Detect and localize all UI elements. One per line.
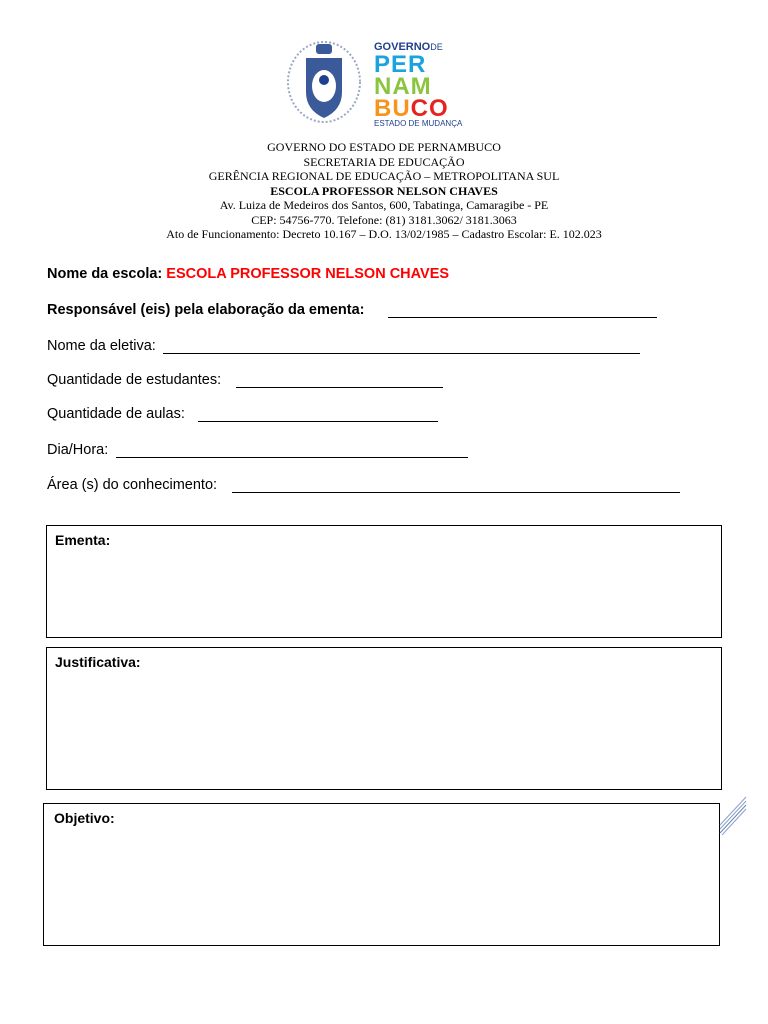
- estudantes-label: Quantidade de estudantes:: [47, 372, 222, 388]
- aulas-label: Quantidade de aulas:: [47, 406, 185, 422]
- header-line: GERÊNCIA REGIONAL DE EDUCAÇÃO – METROPOLITANA SUL: [208, 169, 560, 183]
- header-line: SECRETARIA DE EDUCAÇÃO: [303, 154, 465, 169]
- eletiva-label: Nome da eletiva:: [47, 338, 156, 354]
- header-contact: CEP: 54756-770. Telefone: (81) 3181.3062/ 3181.3063: [251, 212, 517, 227]
- svg-text:NAM: NAM: [374, 73, 432, 100]
- ementa-label: Ementa:: [55, 532, 111, 548]
- responsavel-input-line[interactable]: [388, 317, 657, 318]
- objetivo-label: Objetivo:: [54, 810, 115, 826]
- coat-of-arms-icon: [288, 42, 360, 122]
- eletiva-input-line[interactable]: [163, 353, 640, 354]
- diagonal-lines-decoration-icon: [718, 795, 748, 835]
- responsavel-label: Responsável (eis) pela elaboração da ementa:: [47, 302, 365, 318]
- diahora-input-line[interactable]: [116, 457, 468, 458]
- svg-text:GOVERNODE: GOVERNODE: [374, 41, 443, 53]
- ementa-box[interactable]: [46, 525, 722, 638]
- diahora-label: Dia/Hora:: [47, 442, 109, 458]
- svg-text:BUCO: BUCO: [374, 95, 449, 122]
- svg-text:ESTADO DE MUDANÇA: ESTADO DE MUDANÇA: [374, 119, 463, 128]
- justificativa-box[interactable]: [46, 647, 722, 790]
- header-line: GOVERNO DO ESTADO DE PERNAMBUCO: [267, 140, 501, 154]
- document-header: [0, 140, 768, 242]
- header-registration: Ato de Funcionamento: Decreto 10.167 – D.O. 13/02/1985 – Cadastro Escolar: E. 102.023: [166, 227, 602, 241]
- header-address: Av. Luiza de Medeiros dos Santos, 600, Tabatinga, Camaragibe - PE: [219, 198, 549, 212]
- area-input-line[interactable]: [232, 492, 680, 493]
- estudantes-input-line[interactable]: [236, 387, 443, 388]
- governo-pernambuco-logo: [284, 36, 484, 128]
- svg-text:PER: PER: [374, 51, 427, 78]
- header-school-name: ESCOLA PROFESSOR NELSON CHAVES: [270, 183, 498, 198]
- aulas-input-line[interactable]: [198, 421, 438, 422]
- school-name-value: ESCOLA PROFESSOR NELSON CHAVES: [166, 266, 450, 282]
- justificativa-label: Justificativa:: [55, 654, 141, 670]
- objetivo-box[interactable]: [43, 803, 720, 946]
- school-name-field: [47, 266, 449, 282]
- area-label: Área (s) do conhecimento:: [47, 477, 218, 493]
- school-name-label: Nome da escola:: [47, 266, 163, 282]
